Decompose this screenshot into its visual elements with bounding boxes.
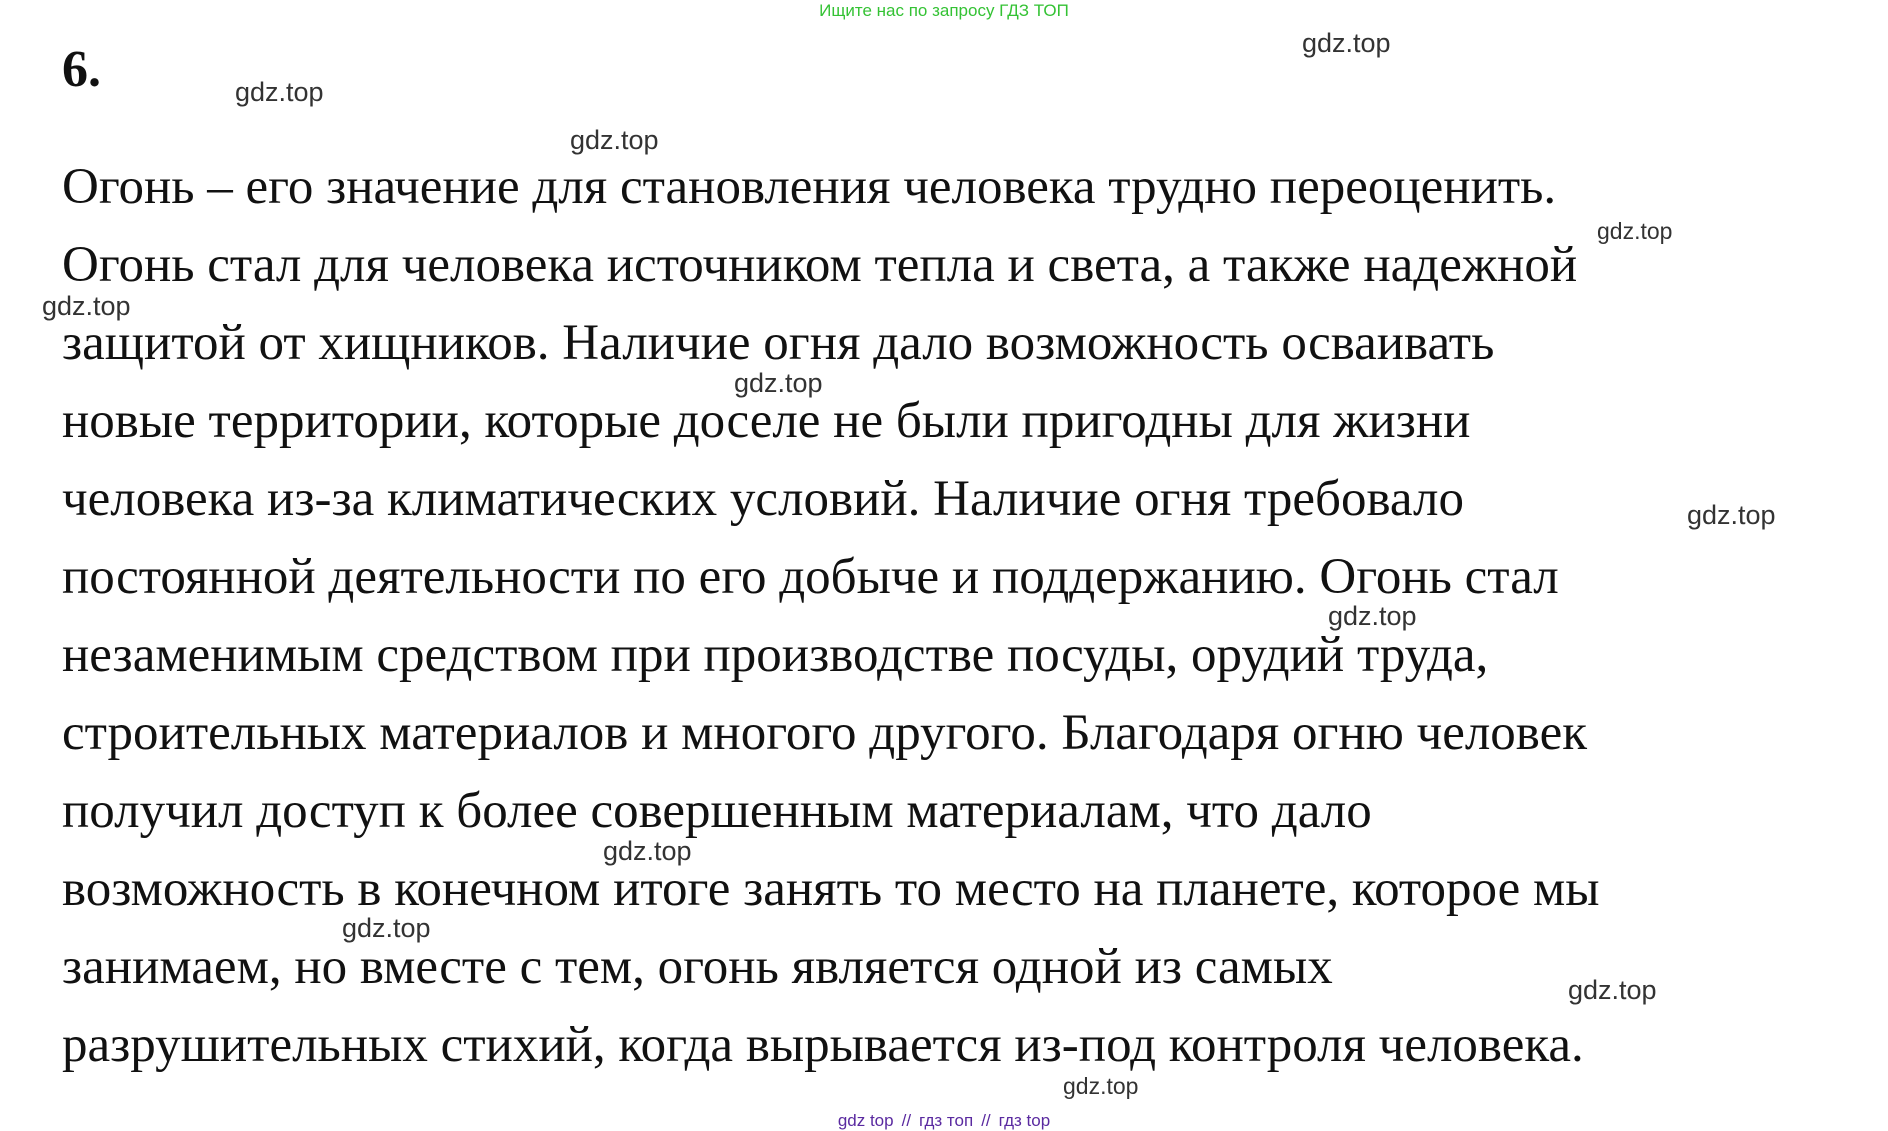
top-banner: Ищите нас по запросу ГДЗ ТОП: [819, 1, 1069, 20]
watermark: gdz.top: [1063, 1073, 1139, 1099]
text-line: занимаем, но вместе с тем, огонь является одной из самых: [62, 939, 1333, 995]
task-number: 6.: [62, 41, 101, 98]
watermark: gdz.top: [1687, 500, 1776, 530]
watermark: gdz.top: [42, 291, 131, 321]
text-line: разрушительных стихий, когда вырывается из-под контроля человека.: [62, 1017, 1584, 1073]
watermark: gdz.top: [734, 368, 823, 398]
text-line: получил доступ к более совершенным материалам, что дало: [62, 783, 1372, 839]
watermark: gdz.top: [1597, 218, 1673, 244]
footer-link-gdz-top-ru[interactable]: гдз топ: [919, 1111, 974, 1130]
watermark: gdz.top: [570, 125, 659, 155]
watermark: gdz.top: [1302, 28, 1391, 58]
text-line: Огонь стал для человека источником тепла и света, а также надежной: [62, 237, 1578, 293]
watermark: gdz.top: [342, 913, 431, 943]
footer-separator: //: [981, 1111, 991, 1130]
footer-link-gdz-top[interactable]: gdz top: [837, 1111, 894, 1130]
text-line: новые территории, которые доселе не были пригодны для жизни: [62, 393, 1471, 449]
text-line: постоянной деятельности по его добыче и поддержанию. Огонь стал: [62, 549, 1559, 605]
text-line: незаменимым средством при производстве посуды, орудий труда,: [62, 627, 1489, 683]
footer-links: [0, 1111, 1888, 1131]
watermark: gdz.top: [603, 836, 692, 866]
text-line: Огонь – его значение для становления человека трудно переоценить.: [62, 159, 1557, 215]
text-line: человека из-за климатических условий. Наличие огня требовало: [62, 471, 1464, 527]
text-line: строительных материалов и многого другого. Благодаря огню человек: [62, 705, 1587, 761]
text-line: возможность в конечном итоге занять то место на планете, которое мы: [62, 861, 1600, 917]
text-line: защитой от хищников. Наличие огня дало возможность осваивать: [62, 315, 1495, 371]
watermark: gdz.top: [1568, 975, 1657, 1005]
footer-separator: //: [901, 1111, 912, 1130]
watermark: gdz.top: [235, 77, 324, 107]
watermark: gdz.top: [1328, 601, 1417, 631]
footer-link-gdz-top-mixed[interactable]: гдз top: [998, 1111, 1051, 1130]
